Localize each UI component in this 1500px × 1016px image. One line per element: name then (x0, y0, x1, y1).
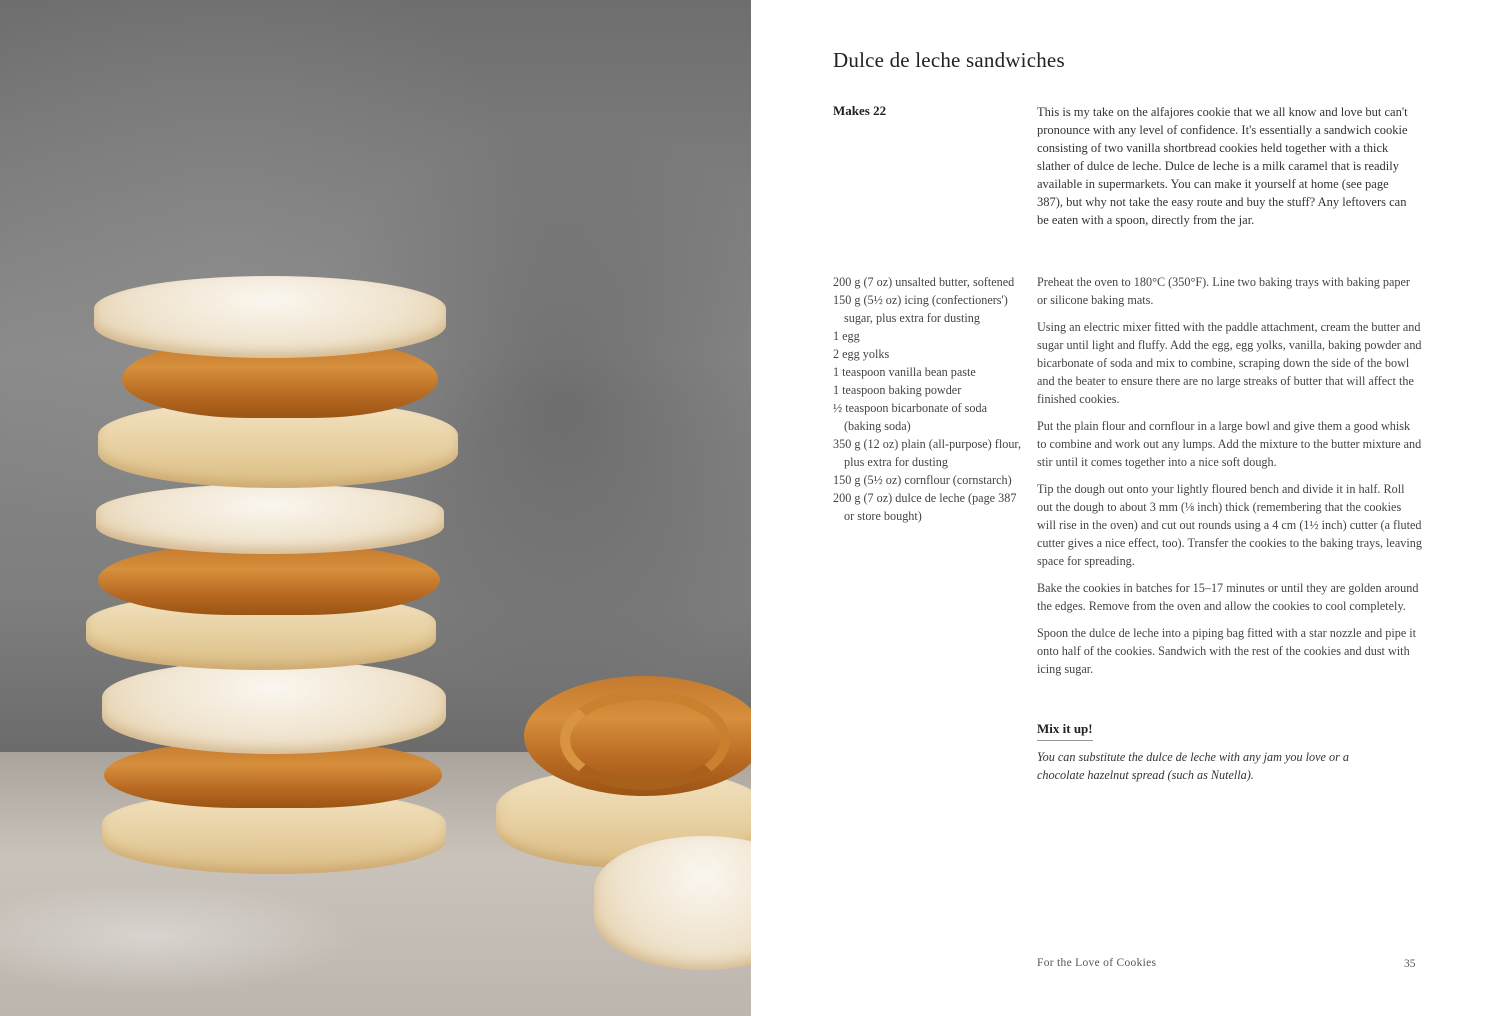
ingredient-item: ½ teaspoon bicarbonate of soda (baking soda) (833, 401, 987, 433)
method-step: Bake the cookies in batches for 15–17 minutes or until they are golden around the edges. Remove from the oven and allow the cookies to cool completely. (1037, 581, 1419, 613)
method-step: Preheat the oven to 180°C (350°F). Line two baking trays with baking paper or silicone baking mats. (1037, 275, 1410, 307)
method-step: Tip the dough out onto your lightly floured bench and divide it in half. Roll out the dough to about 3 mm (⅛ inch) thick (remembering that the cookies will rise in the oven) and cut out rounds using a 4 cm (1½ inch) cutter (a fluted cutter gives a nice effect, too). Transfer the cookies to the baking trays, leaving space for spreading. (1037, 482, 1422, 568)
page-number: 35 (1404, 958, 1416, 970)
caramel-layer (98, 545, 440, 615)
ingredient-item: 200 g (7 oz) unsalted butter, softened (833, 275, 1015, 289)
cookie-bottom-lid (102, 660, 446, 754)
method-step: Using an electric mixer fitted with the paddle attachment, cream the butter and sugar until light and fluffy. Add the egg, egg yolks, vanilla, baking powder and bicarbonate of soda and mix to combine, scraping down the side of the bowl and the beater to ensure there are no large streaks of butter that will affect the finished cookies. (1037, 320, 1422, 406)
ingredient-item: 350 g (12 oz) plain (all-purpose) flour, plus extra for dusting (833, 437, 1022, 469)
ingredient-list (833, 273, 1023, 525)
recipe-yield: Makes 22 (833, 103, 887, 118)
ingredient-item: 1 teaspoon vanilla bean paste (833, 365, 976, 379)
recipe-title: Dulce de leche sandwiches (833, 48, 1065, 72)
method-step: Put the plain flour and cornflour in a large bowl and give them a good whisk to combine and work out any lumps. Add the mixture to the butter mixture and stir until it comes together into a nice soft dough. (1037, 419, 1422, 469)
ingredient-item: 150 g (5½ oz) icing (confectioners') sugar, plus extra for dusting (833, 293, 1008, 325)
cookie-middle-lid (96, 484, 444, 554)
ingredient-item: 150 g (5½ oz) cornflour (cornstarch) (833, 473, 1012, 487)
recipe-intro: This is my take on the alfajores cookie that we all know and love but can't pronounce with any level of confidence. It's essentially a sandwich cookie consisting of two vanilla shortbread cookies held together with a thick slather of dulce de leche. Dulce de leche is a milk caramel that is readily available in supermarkets. You can make it yourself at home (see page 387), but why not take the easy route and buy the stuff? Any leftovers can be eaten with a spoon, directly from the jar. (1037, 105, 1408, 227)
dusted-cookie (594, 836, 751, 970)
caramel-swirl (560, 690, 730, 790)
method-steps (1037, 273, 1422, 687)
cookie-top-lid (94, 276, 446, 358)
ingredient-item: 1 egg (833, 329, 860, 343)
method-step: Spoon the dulce de leche into a piping bag fitted with a star nozzle and pipe it onto half of the cookies. Sandwich with the rest of the cookies and dust with icing sugar. (1037, 626, 1417, 676)
tip-heading: Mix it up! (1037, 721, 1093, 741)
ingredient-item: 2 egg yolks (833, 347, 890, 361)
ingredient-item: 200 g (7 oz) dulce de leche (page 387 or store bought) (833, 491, 1017, 523)
ingredient-item: 1 teaspoon baking powder (833, 383, 962, 397)
running-footer: For the Love of Cookies (1037, 957, 1157, 969)
tip-text: You can substitute the dulce de leche with any jam you love or a chocolate hazelnut spread (such as Nutella). (1037, 750, 1349, 782)
